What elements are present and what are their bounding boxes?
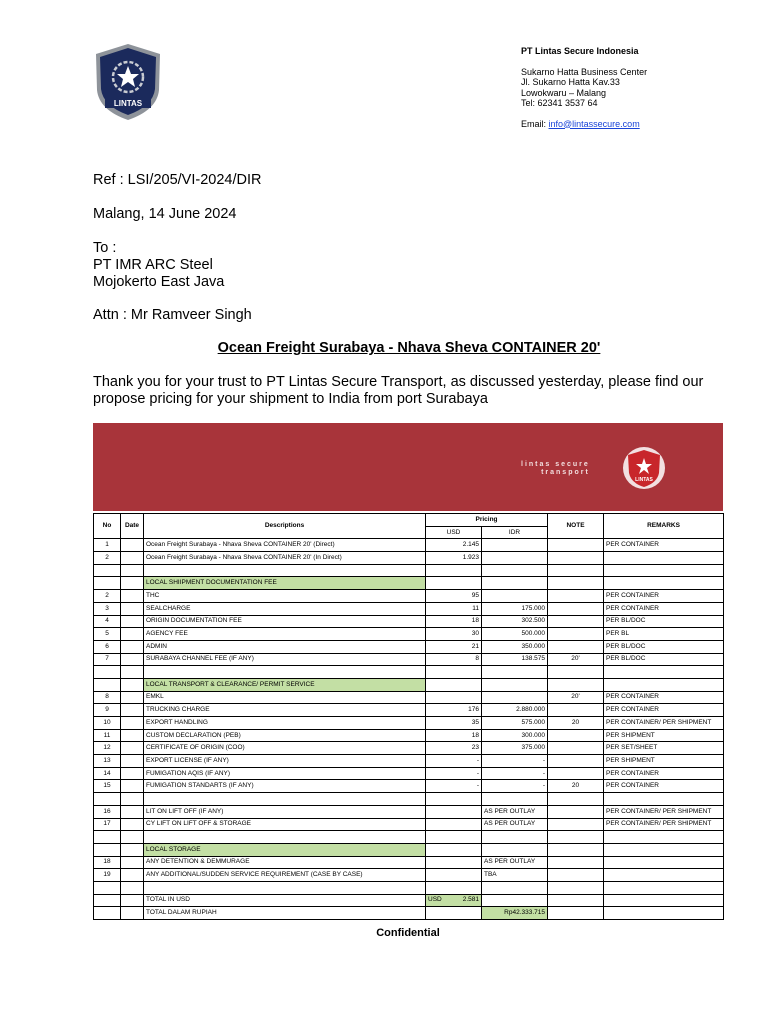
banner-logo-text: LINTAS — [635, 477, 653, 483]
row-usd: 11 — [426, 602, 482, 615]
to-label: To : — [93, 240, 117, 256]
pricing-table — [93, 513, 724, 920]
row-idr — [482, 843, 548, 856]
row-usd — [426, 843, 482, 856]
row-idr — [482, 564, 548, 577]
row-no — [94, 678, 121, 691]
row-note — [548, 729, 604, 742]
row-usd: 8 — [426, 653, 482, 666]
row-idr: 302.500 — [482, 615, 548, 628]
section-row — [94, 843, 724, 856]
table-row — [94, 691, 724, 704]
row-idr: 138.575 — [482, 653, 548, 666]
row-idr: AS PER OUTLAY — [482, 805, 548, 818]
row-no: 3 — [94, 602, 121, 615]
row-no: 6 — [94, 640, 121, 653]
row-remarks: PER BL/DOC — [604, 615, 724, 628]
row-no — [94, 577, 121, 590]
row-usd: 18 — [426, 729, 482, 742]
row-no: 1 — [94, 539, 121, 552]
email-label: Email: — [521, 118, 549, 129]
row-note — [548, 881, 604, 894]
row-note — [548, 615, 604, 628]
attention-line: Attn : Mr Ramveer Singh — [93, 307, 252, 323]
row-note — [548, 590, 604, 603]
row-description: CUSTOM DECLARATION (PEB) — [144, 729, 426, 742]
table-row — [94, 564, 724, 577]
row-description: LOCAL STORAGE — [144, 843, 426, 856]
total-usd-label: TOTAL IN USD — [144, 894, 426, 907]
total-usd-currency: USD — [428, 896, 442, 904]
row-note — [548, 666, 604, 679]
row-description: EXPORT LICENSE (IF ANY) — [144, 755, 426, 768]
header-pricing: Pricing — [426, 514, 548, 527]
row-remarks — [604, 666, 724, 679]
row-date — [121, 552, 144, 565]
row-no: 8 — [94, 691, 121, 704]
row-note — [548, 552, 604, 565]
banner-line-1: lintas secure — [521, 461, 590, 468]
row-note: 20 — [548, 717, 604, 730]
row-note — [548, 602, 604, 615]
document-title: Ocean Freight Surabaya - Nhava Sheva CONTAINER 20' — [217, 340, 601, 356]
logo-text: LINTAS — [113, 99, 143, 108]
row-usd: 18 — [426, 615, 482, 628]
email-link[interactable]: info@lintassecure.com — [548, 118, 640, 129]
row-description: FUMIGATION STANDARTS (IF ANY) — [144, 780, 426, 793]
row-usd: - — [426, 780, 482, 793]
row-note: 20' — [548, 653, 604, 666]
row-description: TRUCKING CHARGE — [144, 704, 426, 717]
row-no: 19 — [94, 869, 121, 882]
section-row — [94, 577, 724, 590]
row-idr — [482, 539, 548, 552]
row-date — [121, 818, 144, 831]
row-no: 5 — [94, 628, 121, 641]
row-usd: 2.145 — [426, 539, 482, 552]
row-idr: 175.000 — [482, 602, 548, 615]
company-header — [521, 46, 647, 129]
row-note — [548, 805, 604, 818]
recipient-name: PT IMR ARC Steel — [93, 257, 213, 273]
row-date — [121, 577, 144, 590]
table-row — [94, 729, 724, 742]
row-no: 17 — [94, 818, 121, 831]
row-note — [548, 755, 604, 768]
row-no: 2 — [94, 552, 121, 565]
row-description — [144, 666, 426, 679]
row-idr — [482, 678, 548, 691]
row-remarks: PER SHIPMENT — [604, 755, 724, 768]
row-usd: 21 — [426, 640, 482, 653]
row-idr: 300.000 — [482, 729, 548, 742]
row-date — [121, 856, 144, 869]
row-remarks: PER CONTAINER/ PER SHIPMENT — [604, 818, 724, 831]
row-date — [121, 755, 144, 768]
row-date — [121, 831, 144, 844]
row-idr — [482, 552, 548, 565]
row-idr — [482, 590, 548, 603]
row-date — [121, 678, 144, 691]
row-note — [548, 742, 604, 755]
place-date: Malang, 14 June 2024 — [93, 206, 237, 222]
row-remarks — [604, 577, 724, 590]
row-idr — [482, 881, 548, 894]
row-date — [121, 793, 144, 806]
row-description: LOCAL SHIIPMENT DOCUMENTATION FEE — [144, 577, 426, 590]
row-no: 14 — [94, 767, 121, 780]
row-usd: - — [426, 755, 482, 768]
row-idr: 500.000 — [482, 628, 548, 641]
row-no: 15 — [94, 780, 121, 793]
confidential-label: Confidential — [376, 927, 440, 939]
row-date — [121, 767, 144, 780]
table-header-row — [94, 514, 724, 527]
address-line: Lowokwaru – Malang — [521, 87, 607, 98]
row-description: THC — [144, 590, 426, 603]
row-usd — [426, 856, 482, 869]
row-remarks: PER CONTAINER — [604, 602, 724, 615]
row-date — [121, 539, 144, 552]
reference: Ref : LSI/205/VI-2024/DIR — [93, 172, 262, 188]
row-remarks: PER CONTAINER — [604, 539, 724, 552]
row-description: FUMIGATION AQIS (IF ANY) — [144, 767, 426, 780]
table-row — [94, 755, 724, 768]
table-row — [94, 602, 724, 615]
table-row — [94, 780, 724, 793]
row-idr: TBA — [482, 869, 548, 882]
row-remarks: PER CONTAINER — [604, 704, 724, 717]
address-line: Sukarno Hatta Business Center — [521, 66, 648, 77]
row-idr: - — [482, 767, 548, 780]
banner-logo — [621, 445, 667, 491]
row-description: CERTIFICATE OF ORIGIN (COO) — [144, 742, 426, 755]
row-no: 11 — [94, 729, 121, 742]
table-row — [94, 869, 724, 882]
row-date — [121, 805, 144, 818]
row-idr: - — [482, 755, 548, 768]
row-date — [121, 729, 144, 742]
company-name: PT Lintas Secure Indonesia — [521, 46, 639, 56]
row-no: 7 — [94, 653, 121, 666]
row-idr: AS PER OUTLAY — [482, 818, 548, 831]
lintas-logo — [93, 42, 163, 122]
table-row — [94, 640, 724, 653]
table-row — [94, 666, 724, 679]
row-remarks: PER CONTAINER/ PER SHIPMENT — [604, 717, 724, 730]
row-usd: 1.923 — [426, 552, 482, 565]
table-row — [94, 628, 724, 641]
row-date — [121, 843, 144, 856]
row-description: AGENCY FEE — [144, 628, 426, 641]
row-idr — [482, 691, 548, 704]
row-no: 16 — [94, 805, 121, 818]
header-no: No — [94, 514, 121, 539]
row-usd: 23 — [426, 742, 482, 755]
row-date — [121, 564, 144, 577]
banner-line-2: transport — [541, 469, 590, 476]
row-idr: 350.000 — [482, 640, 548, 653]
row-note — [548, 843, 604, 856]
row-remarks: PER SHIPMENT — [604, 729, 724, 742]
row-description — [144, 793, 426, 806]
row-usd — [426, 881, 482, 894]
row-usd — [426, 577, 482, 590]
row-no — [94, 793, 121, 806]
header-descriptions: Descriptions — [144, 514, 426, 539]
row-date — [121, 717, 144, 730]
row-usd — [426, 691, 482, 704]
table-row — [94, 717, 724, 730]
row-remarks — [604, 564, 724, 577]
brand-banner — [93, 423, 723, 511]
row-remarks: PER CONTAINER — [604, 590, 724, 603]
row-note — [548, 793, 604, 806]
row-usd — [426, 869, 482, 882]
table-row — [94, 856, 724, 869]
row-date — [121, 628, 144, 641]
header-note: NOTE — [548, 514, 604, 539]
section-row — [94, 678, 724, 691]
total-idr-label: TOTAL DALAM RUPIAH — [144, 907, 426, 920]
table-row — [94, 704, 724, 717]
row-usd: - — [426, 767, 482, 780]
table-row — [94, 742, 724, 755]
table-row — [94, 653, 724, 666]
row-note — [548, 628, 604, 641]
row-usd — [426, 678, 482, 691]
row-note: 20 — [548, 780, 604, 793]
row-date — [121, 590, 144, 603]
row-remarks: PER CONTAINER — [604, 767, 724, 780]
row-usd — [426, 805, 482, 818]
row-usd: 35 — [426, 717, 482, 730]
row-description: LIT ON LIFT OFF (IF ANY) — [144, 805, 426, 818]
table-row — [94, 552, 724, 565]
row-idr: 375.000 — [482, 742, 548, 755]
row-description: ANY DETENTION & DEMMURAGE — [144, 856, 426, 869]
row-remarks: PER SET/SHEET — [604, 742, 724, 755]
table-row — [94, 805, 724, 818]
row-date — [121, 666, 144, 679]
row-usd: 95 — [426, 590, 482, 603]
row-note — [548, 831, 604, 844]
row-remarks — [604, 552, 724, 565]
row-idr — [482, 666, 548, 679]
row-idr — [482, 831, 548, 844]
header-usd: USD — [426, 526, 482, 539]
row-date — [121, 869, 144, 882]
row-no: 18 — [94, 856, 121, 869]
row-idr: 575.000 — [482, 717, 548, 730]
row-usd: 30 — [426, 628, 482, 641]
row-description: SURABAYA CHANNEL FEE (IF ANY) — [144, 653, 426, 666]
row-description: ORIGIN DOCUMENTATION FEE — [144, 615, 426, 628]
table-row — [94, 539, 724, 552]
row-note — [548, 869, 604, 882]
row-note — [548, 539, 604, 552]
row-no — [94, 881, 121, 894]
row-date — [121, 780, 144, 793]
row-description: LOCAL TRANSPORT & CLEARANCE/ PERMIT SERVICE — [144, 678, 426, 691]
recipient-location: Mojokerto East Java — [93, 274, 225, 290]
row-remarks — [604, 678, 724, 691]
table-row — [94, 767, 724, 780]
row-idr: AS PER OUTLAY — [482, 856, 548, 869]
banner-text — [521, 461, 590, 477]
total-usd-amount: 2.581 — [462, 896, 479, 904]
row-usd — [426, 818, 482, 831]
row-description: SEALCHARGE — [144, 602, 426, 615]
row-remarks — [604, 843, 724, 856]
row-idr — [482, 577, 548, 590]
row-date — [121, 691, 144, 704]
row-no — [94, 666, 121, 679]
row-remarks: PER CONTAINER — [604, 780, 724, 793]
row-date — [121, 615, 144, 628]
row-date — [121, 881, 144, 894]
table-row — [94, 590, 724, 603]
row-remarks: PER BL/DOC — [604, 640, 724, 653]
row-date — [121, 704, 144, 717]
row-no — [94, 831, 121, 844]
row-remarks — [604, 831, 724, 844]
row-idr — [482, 793, 548, 806]
row-note — [548, 856, 604, 869]
row-note — [548, 577, 604, 590]
total-usd-row — [94, 894, 724, 907]
header-idr: IDR — [482, 526, 548, 539]
row-description: EMKL — [144, 691, 426, 704]
row-remarks: PER CONTAINER/ PER SHIPMENT — [604, 805, 724, 818]
row-description — [144, 881, 426, 894]
row-usd — [426, 564, 482, 577]
row-date — [121, 742, 144, 755]
row-no: 12 — [94, 742, 121, 755]
row-usd — [426, 793, 482, 806]
row-no — [94, 564, 121, 577]
row-remarks — [604, 869, 724, 882]
row-description: CY LIFT ON LIFT OFF & STORAGE — [144, 818, 426, 831]
row-no: 2 — [94, 590, 121, 603]
row-remarks — [604, 793, 724, 806]
table-row — [94, 793, 724, 806]
row-no: 9 — [94, 704, 121, 717]
row-remarks — [604, 856, 724, 869]
row-remarks — [604, 881, 724, 894]
header-date: Date — [121, 514, 144, 539]
row-no: 10 — [94, 717, 121, 730]
address-line: Jl. Sukarno Hatta Kav.33 — [521, 77, 620, 87]
intro-paragraph: Thank you for your trust to PT Lintas Secure Transport, as discussed yesterday, please find our propose pricing for your shipment to India from port Surabaya — [93, 374, 704, 407]
row-description: ANY ADDITIONAL/SUDDEN SERVICE REQUIREMENT (CASE BY CASE) — [144, 869, 426, 882]
header-remarks: REMARKS — [604, 514, 724, 539]
row-description: EXPORT HANDLING — [144, 717, 426, 730]
row-description — [144, 564, 426, 577]
row-description — [144, 831, 426, 844]
row-idr: - — [482, 780, 548, 793]
table-row — [94, 831, 724, 844]
row-no: 4 — [94, 615, 121, 628]
row-usd — [426, 666, 482, 679]
total-idr-row — [94, 907, 724, 920]
total-usd-value — [426, 894, 482, 907]
row-remarks: PER BL/DOC — [604, 653, 724, 666]
row-usd — [426, 831, 482, 844]
table-row — [94, 818, 724, 831]
email-line — [521, 119, 647, 130]
total-idr-value: Rp42.333.715 — [482, 907, 548, 920]
row-remarks: PER BL — [604, 628, 724, 641]
row-date — [121, 602, 144, 615]
row-usd: 176 — [426, 704, 482, 717]
phone: Tel: 62341 3537 64 — [521, 98, 598, 108]
row-note — [548, 564, 604, 577]
row-date — [121, 653, 144, 666]
row-description: Ocean Freight Surabaya - Nhava Sheva CONTAINER 20' (Direct) — [144, 539, 426, 552]
table-row — [94, 881, 724, 894]
row-no: 13 — [94, 755, 121, 768]
row-note — [548, 704, 604, 717]
row-date — [121, 640, 144, 653]
row-description: ADMIN — [144, 640, 426, 653]
row-idr: 2.880.000 — [482, 704, 548, 717]
row-note — [548, 818, 604, 831]
row-remarks: PER CONTAINER — [604, 691, 724, 704]
row-note — [548, 640, 604, 653]
row-note: 20' — [548, 691, 604, 704]
row-note — [548, 678, 604, 691]
row-note — [548, 767, 604, 780]
row-description: Ocean Freight Surabaya - Nhava Sheva CONTAINER 20' (In Direct) — [144, 552, 426, 565]
table-row — [94, 615, 724, 628]
row-no — [94, 843, 121, 856]
